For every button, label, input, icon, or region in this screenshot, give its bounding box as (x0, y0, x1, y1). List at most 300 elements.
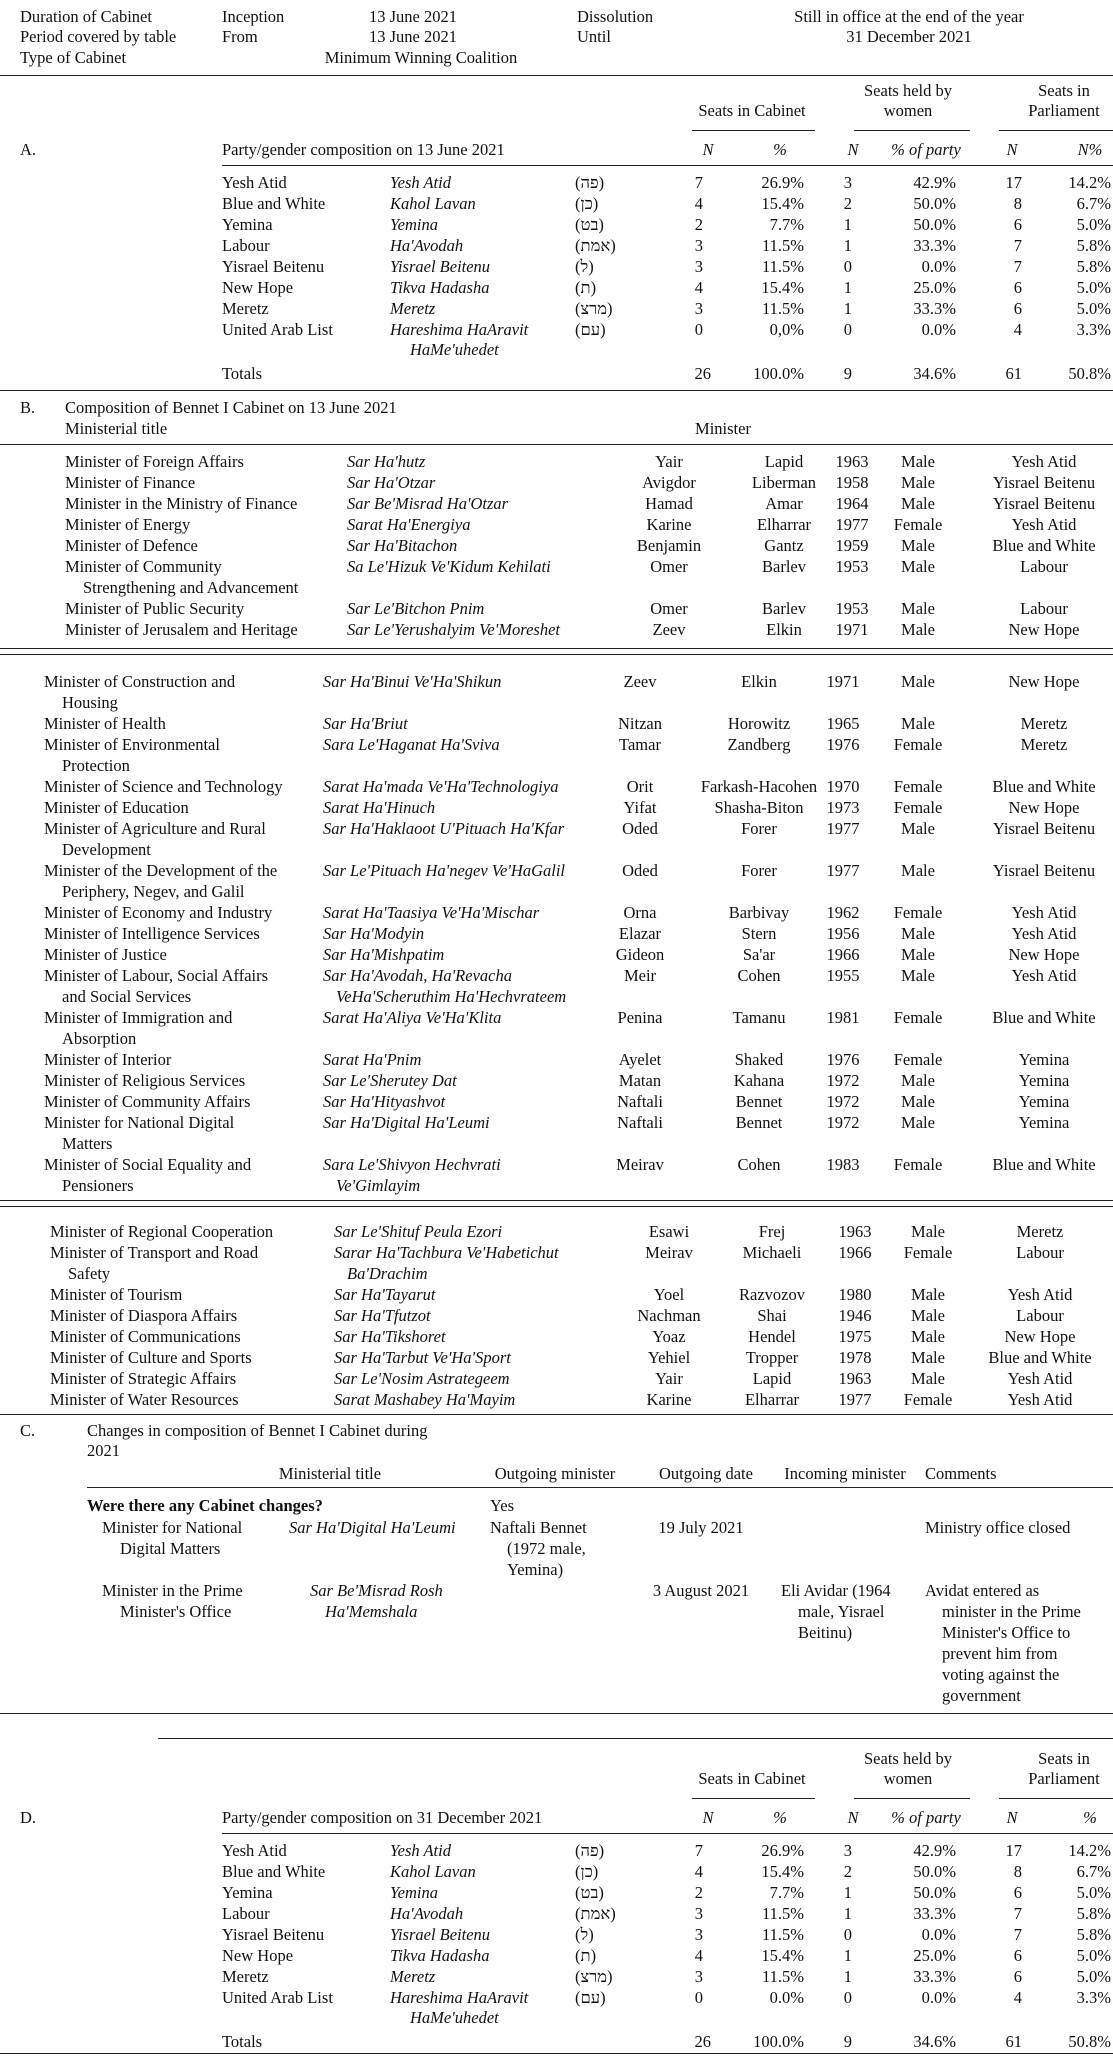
women-pct: 0.0% (921, 257, 956, 276)
minister-gender: Female (903, 1390, 953, 1409)
outgoing-minister: (1972 male, (507, 1539, 586, 1558)
party-name: Yemina (222, 215, 273, 234)
native-title: Sarat Ha'Aliya Ve'Ha'Klita (323, 1008, 502, 1027)
native-title: Sarat Ha'Hinuch (323, 798, 436, 817)
party-name: Yisrael Beitenu (222, 1925, 325, 1944)
minister-first-name: Meirav (616, 1155, 664, 1174)
party-native-name: Yisrael Beitenu (390, 257, 491, 276)
col-outgoing-date: Outgoing date (659, 1464, 753, 1483)
women-seats: 1 (843, 1946, 852, 1965)
minister-last-name: Forer (741, 861, 777, 880)
cabinet-pct: 11.5% (761, 1967, 804, 1986)
section-rule (0, 390, 1113, 391)
ministerial-title: Minister of Tourism (50, 1285, 183, 1304)
minister-gender: Male (901, 672, 935, 691)
change-comment: Ministry office closed (925, 1518, 1071, 1537)
col-pct: % (773, 1808, 787, 1827)
minister-birth-year: 1981 (826, 1008, 860, 1027)
col-n: N (702, 1808, 714, 1827)
minister-first-name: Yair (655, 452, 683, 471)
cabinet-pct: 15.4% (761, 1862, 804, 1881)
section-title: Composition of Bennet I Cabinet on 13 June 2021 (65, 398, 397, 417)
party-name: Yesh Atid (222, 173, 287, 192)
total-cabinet-pct: 100.0% (753, 2032, 804, 2051)
minister-gender: Male (911, 1348, 945, 1367)
minister-birth-year: 1972 (826, 1113, 860, 1132)
minister-first-name: Yoaz (652, 1327, 686, 1346)
cabinet-seats: 4 (694, 1946, 703, 1965)
minister-birth-year: 1971 (835, 620, 869, 639)
cabinet-type: Minimum Winning Coalition (324, 48, 518, 67)
ministerial-title: Minister of Interior (44, 1050, 172, 1069)
parliament-pct: 5.0% (1076, 1883, 1111, 1902)
women-pct: 33.3% (913, 299, 956, 318)
minister-first-name: Oded (622, 861, 658, 880)
native-title: Sar Le'Nosim Astrategeem (334, 1369, 510, 1388)
women-pct: 50.0% (913, 215, 956, 234)
minister-party: New Hope (1004, 1327, 1076, 1346)
ministerial-title: Minister of Strategic Affairs (50, 1369, 237, 1388)
column-group-underline (854, 1798, 970, 1799)
minister-party: Yesh Atid (1007, 1369, 1073, 1388)
minister-last-name: Hendel (748, 1327, 796, 1346)
party-abbreviation: (ת) (575, 1946, 597, 1965)
total-women-seats: 9 (843, 364, 852, 383)
duration-label: Duration of Cabinet (20, 7, 152, 26)
party-name: United Arab List (222, 1988, 333, 2007)
section-title: Party/gender composition on 31 December 2021 (222, 1808, 543, 1827)
native-title: Sar Le'Sherutey Dat (323, 1071, 457, 1090)
period-label: Period covered by table (20, 27, 177, 46)
total-women-pct: 34.6% (913, 364, 956, 383)
women-seats: 3 (843, 173, 852, 192)
native-title: Ve'Gimlayim (336, 1176, 421, 1195)
ministerial-title: Development (62, 840, 151, 859)
minister-party: Labour (1020, 557, 1068, 576)
cabinet-seats: 3 (694, 299, 703, 318)
cabinet-pct: 0.0% (769, 1988, 804, 2007)
col-minister: Minister (695, 419, 751, 438)
native-title: VeHa'Scheruthim Ha'Hechvrateem (336, 987, 567, 1006)
section-rule (0, 444, 1113, 445)
cabinet-pct: 0,0% (769, 320, 804, 339)
parliament-pct: 3.3% (1076, 320, 1111, 339)
minister-party: Labour (1020, 599, 1068, 618)
ministerial-title: Minister of Finance (65, 473, 196, 492)
parliament-pct: 5.0% (1076, 278, 1111, 297)
ministerial-title: Minister for National Digital (44, 1113, 235, 1132)
party-abbreviation: (מרצ) (575, 299, 613, 318)
cabinet-seats: 7 (694, 173, 703, 192)
incoming-minister: Eli Avidar (1964 (781, 1581, 891, 1600)
minister-last-name: Barbivay (728, 903, 790, 922)
minister-first-name: Orna (623, 903, 657, 922)
native-title: Sar Ha'Avodah, Ha'Revacha (323, 966, 512, 985)
cabinet-seats: 0 (694, 320, 703, 339)
minister-party: Yesh Atid (1007, 1390, 1073, 1409)
minister-gender: Male (901, 473, 935, 492)
page-break-rule (0, 654, 1113, 655)
native-title: Sarar Ha'Tachbura Ve'Habetichut (334, 1243, 559, 1262)
minister-gender: Male (901, 599, 935, 618)
ministerial-title: Minister of Labour, Social Affairs (44, 966, 269, 985)
women-seats: 2 (843, 194, 852, 213)
minister-party: Yemina (1018, 1071, 1070, 1090)
minister-gender: Female (893, 1008, 943, 1027)
native-title: Sar Ha'Digital Ha'Leumi (323, 1113, 490, 1132)
native-title: Sar Ha'Tarbut Ve'Ha'Sport (334, 1348, 511, 1367)
minister-party: Labour (1016, 1243, 1064, 1262)
minister-first-name: Yair (655, 1369, 683, 1388)
minister-gender: Female (893, 735, 943, 754)
minister-first-name: Tamar (619, 735, 661, 754)
minister-party: Blue and White (992, 777, 1096, 796)
women-pct: 50.0% (913, 1883, 956, 1902)
minister-party: New Hope (1008, 798, 1080, 817)
native-title: Sar Ha'Haklaoot U'Pituach Ha'Kfar (323, 819, 565, 838)
minister-last-name: Elkin (741, 672, 777, 691)
change-native-title: Ha'Memshala (325, 1602, 418, 1621)
party-native-name: Yemina (390, 1883, 438, 1902)
total-parliament-pct: 50.8% (1068, 2032, 1111, 2051)
col-outgoing-minister: Outgoing minister (494, 1464, 616, 1483)
minister-party: Yemina (1018, 1113, 1070, 1132)
native-title: Sara Le'Haganat Ha'Sviva (323, 735, 500, 754)
minister-birth-year: 1983 (826, 1155, 860, 1174)
change-comment: Avidat entered as (925, 1581, 1040, 1600)
col-ministerial-title: Ministerial title (278, 1464, 382, 1483)
minister-gender: Female (893, 1155, 943, 1174)
minister-last-name: Sa'ar (742, 945, 776, 964)
minister-first-name: Benjamin (636, 536, 702, 555)
ministerial-title: Absorption (62, 1029, 137, 1048)
minister-last-name: Lapid (764, 452, 804, 471)
change-ministerial-title: Minister's Office (120, 1602, 232, 1621)
minister-birth-year: 1959 (835, 536, 869, 555)
minister-gender: Male (901, 557, 935, 576)
parliament-pct: 14.2% (1068, 1841, 1111, 1860)
col-seats-women: Seats held by (864, 81, 952, 100)
total-women-pct: 34.6% (913, 2032, 956, 2051)
party-native-name: Ha'Avodah (390, 1904, 464, 1923)
minister-first-name: Naftali (617, 1113, 663, 1132)
header-rule (0, 75, 1113, 76)
party-name: Meretz (222, 1967, 269, 1986)
minister-party: New Hope (1008, 620, 1080, 639)
minister-birth-year: 1971 (826, 672, 860, 691)
minister-first-name: Zeev (652, 620, 686, 639)
party-abbreviation: (כן) (575, 1862, 599, 1881)
ministerial-title: Minister of Energy (65, 515, 191, 534)
until-value: 31 December 2021 (846, 27, 972, 46)
party-name: Yesh Atid (222, 1841, 287, 1860)
ministerial-title: Matters (62, 1134, 113, 1153)
section-letter: B. (20, 398, 36, 417)
parliament-pct: 5.0% (1076, 1946, 1111, 1965)
bottom-rule (0, 2053, 1113, 2054)
party-native-name: Yesh Atid (390, 1841, 451, 1860)
minister-last-name: Horowitz (727, 714, 791, 733)
minister-last-name: Elharrar (756, 515, 812, 534)
minister-first-name: Avigdor (642, 473, 696, 492)
ministerial-title: Minister of Immigration and (44, 1008, 233, 1027)
party-native-name: Yesh Atid (390, 173, 451, 192)
col-pct: N% (1077, 140, 1103, 159)
outgoing-minister: Yemina) (507, 1560, 564, 1579)
minister-party: Yemina (1018, 1092, 1070, 1111)
minister-birth-year: 1966 (826, 945, 860, 964)
minister-last-name: Tamanu (732, 1008, 786, 1027)
native-title: Sar Ha'Hityashvot (323, 1092, 446, 1111)
minister-last-name: Cohen (737, 966, 781, 985)
ministerial-title: Minister of Construction and (44, 672, 236, 691)
cabinet-seats: 4 (694, 194, 703, 213)
column-group-underline (692, 130, 815, 131)
minister-last-name: Shaked (734, 1050, 784, 1069)
parliament-pct: 5.8% (1076, 236, 1111, 255)
minister-gender: Male (911, 1369, 945, 1388)
ministerial-title: Minister of Community Affairs (44, 1092, 251, 1111)
women-seats: 1 (843, 1967, 852, 1986)
minister-birth-year: 1977 (835, 515, 869, 534)
cabinet-seats: 3 (694, 257, 703, 276)
column-group-underline (854, 130, 970, 131)
minister-party: Labour (1016, 1306, 1064, 1325)
ministerial-title: Minister of Religious Services (44, 1071, 246, 1090)
women-seats: 1 (843, 215, 852, 234)
parliament-seats: 6 (1013, 1967, 1022, 1986)
ministerial-title: Minister of Social Equality and (44, 1155, 252, 1174)
women-pct: 42.9% (913, 173, 956, 192)
inception-date: 13 June 2021 (369, 7, 457, 26)
cabinet-pct: 26.9% (761, 1841, 804, 1860)
ministerial-title: Minister of Communications (50, 1327, 241, 1346)
minister-birth-year: 1978 (838, 1348, 872, 1367)
party-name: New Hope (222, 1946, 294, 1965)
minister-gender: Female (893, 515, 943, 534)
change-ministerial-title: Digital Matters (120, 1539, 221, 1558)
outgoing-date: 3 August 2021 (652, 1581, 750, 1600)
ministerial-title: Minister of Education (44, 798, 189, 817)
total-parliament-pct: 50.8% (1068, 364, 1111, 383)
women-seats: 1 (843, 278, 852, 297)
minister-birth-year: 1958 (835, 473, 869, 492)
parliament-seats: 7 (1013, 1925, 1022, 1944)
cabinet-pct: 11.5% (761, 257, 804, 276)
total-cabinet-seats: 26 (694, 2032, 711, 2051)
cabinet-seats: 2 (694, 215, 703, 234)
minister-first-name: Zeev (623, 672, 657, 691)
minister-birth-year: 1956 (826, 924, 860, 943)
section-rule (0, 1414, 1113, 1415)
ministerial-title: Minister of Jerusalem and Heritage (65, 620, 298, 639)
minister-birth-year: 1963 (835, 452, 869, 471)
minister-first-name: Naftali (617, 1092, 663, 1111)
native-title: Sarat Ha'Taasiya Ve'Ha'Mischar (323, 903, 540, 922)
women-pct: 50.0% (913, 1862, 956, 1881)
minister-last-name: Forer (741, 819, 777, 838)
page-break-rule (0, 1200, 1113, 1201)
minister-party: Meretz (1020, 735, 1068, 754)
minister-birth-year: 1963 (838, 1222, 872, 1241)
minister-first-name: Penina (617, 1008, 663, 1027)
minister-last-name: Michaeli (742, 1243, 802, 1262)
minister-first-name: Nachman (637, 1306, 701, 1325)
minister-last-name: Amar (765, 494, 803, 513)
minister-party: Yesh Atid (1011, 966, 1077, 985)
col-seats-women: Seats held by (864, 1749, 952, 1768)
native-title: Sar Ha'Otzar (347, 473, 436, 492)
minister-birth-year: 1965 (826, 714, 860, 733)
minister-gender: Male (901, 924, 935, 943)
women-pct: 33.3% (913, 236, 956, 255)
section-rule (222, 1833, 1113, 1834)
change-comment: prevent him from (942, 1644, 1058, 1663)
party-name: Blue and White (222, 1862, 326, 1881)
col-seats-parliament: Seats in (1038, 1749, 1090, 1768)
minister-first-name: Oded (622, 819, 658, 838)
minister-party: New Hope (1008, 945, 1080, 964)
minister-last-name: Barlev (762, 599, 806, 618)
minister-party: Yesh Atid (1011, 903, 1077, 922)
minister-party: Yesh Atid (1007, 1285, 1073, 1304)
from-date: 13 June 2021 (369, 27, 457, 46)
cabinet-pct: 11.5% (761, 299, 804, 318)
minister-first-name: Nitzan (618, 714, 662, 733)
party-abbreviation: (פה) (575, 1841, 605, 1860)
section-letter: A. (20, 140, 37, 159)
ministerial-title: Minister of Defence (65, 536, 198, 555)
women-seats: 0 (843, 1925, 852, 1944)
party-native-name: HaMe'uhedet (410, 2008, 499, 2027)
minister-birth-year: 1966 (838, 1243, 872, 1262)
party-native-name: Kahol Lavan (390, 194, 476, 213)
ministerial-title: and Social Services (62, 987, 192, 1006)
cabinet-pct: 15.4% (761, 278, 804, 297)
parliament-seats: 4 (1013, 1988, 1022, 2007)
ministerial-title: Minister of Transport and Road (50, 1243, 259, 1262)
minister-first-name: Elazar (618, 924, 662, 943)
ministerial-title: Housing (62, 693, 118, 712)
minister-gender: Male (901, 966, 935, 985)
minister-last-name: Razvozov (739, 1285, 805, 1304)
col-pct: % (773, 140, 787, 159)
col-seats-parliament: Seats in (1038, 81, 1090, 100)
party-abbreviation: (עם) (575, 320, 606, 339)
party-name: Yisrael Beitenu (222, 257, 325, 276)
party-native-name: Yemina (390, 215, 438, 234)
changes-answer: Yes (490, 1496, 515, 1515)
ministerial-title: Minister of Regional Cooperation (50, 1222, 274, 1241)
minister-gender: Male (911, 1327, 945, 1346)
minister-first-name: Yehiel (647, 1348, 691, 1367)
minister-first-name: Esawi (648, 1222, 690, 1241)
cabinet-pct: 11.5% (761, 1925, 804, 1944)
women-pct: 0.0% (921, 1988, 956, 2007)
minister-last-name: Elkin (766, 620, 802, 639)
party-abbreviation: (ל) (575, 1925, 594, 1944)
ministerial-title: Minister of the Development of the (44, 861, 278, 880)
cabinet-pct: 15.4% (761, 194, 804, 213)
party-native-name: Meretz (390, 1967, 436, 1986)
minister-gender: Male (901, 620, 935, 639)
parliament-pct: 6.7% (1076, 194, 1111, 213)
native-title: Sar Ha'hutz (347, 452, 426, 471)
parliament-pct: 5.0% (1076, 1967, 1111, 1986)
minister-birth-year: 1955 (826, 966, 860, 985)
col-seats-women: women (883, 101, 933, 120)
change-comment: minister in the Prime (942, 1602, 1081, 1621)
minister-birth-year: 1980 (838, 1285, 872, 1304)
party-name: Yemina (222, 1883, 273, 1902)
native-title: Sa Le'Hizuk Ve'Kidum Kehilati (347, 557, 551, 576)
minister-last-name: Stern (741, 924, 777, 943)
party-abbreviation: (פה) (575, 173, 605, 192)
col-seats-parliament: Parliament (1028, 1769, 1100, 1788)
minister-party: Meretz (1020, 714, 1068, 733)
native-title: Ba'Drachim (347, 1264, 428, 1283)
parliament-pct: 3.3% (1076, 1988, 1111, 2007)
party-abbreviation: (אמת) (575, 236, 616, 255)
col-seats-women: women (883, 1769, 933, 1788)
minister-first-name: Karine (646, 1390, 692, 1409)
parliament-seats: 17 (1005, 1841, 1022, 1860)
party-abbreviation: (בט) (575, 1883, 604, 1902)
cabinet-pct: 11.5% (761, 1904, 804, 1923)
minister-birth-year: 1976 (826, 735, 860, 754)
section-rule (158, 1738, 1113, 1739)
minister-party: Yesh Atid (1011, 515, 1077, 534)
col-ministerial-title: Ministerial title (65, 419, 168, 438)
col-n: N (847, 1808, 859, 1827)
native-title: Sar Ha'Modyin (323, 924, 425, 943)
totals-label: Totals (222, 364, 263, 383)
col-n: N (702, 140, 714, 159)
minister-gender: Male (911, 1222, 945, 1241)
minister-gender: Male (901, 819, 935, 838)
minister-party: Yesh Atid (1011, 452, 1077, 471)
party-abbreviation: (עם) (575, 1988, 606, 2007)
total-women-seats: 9 (843, 2032, 852, 2051)
minister-first-name: Meirav (645, 1243, 693, 1262)
party-native-name: Tikva Hadasha (390, 278, 490, 297)
minister-party: Yesh Atid (1011, 924, 1077, 943)
minister-gender: Male (901, 1113, 935, 1132)
minister-party: Yisrael Beitenu (992, 861, 1096, 880)
col-pct-party: % of party (891, 140, 961, 159)
parliament-seats: 6 (1013, 1946, 1022, 1965)
minister-birth-year: 1953 (835, 599, 869, 618)
women-seats: 0 (843, 257, 852, 276)
minister-gender: Male (901, 714, 935, 733)
minister-last-name: Elharrar (744, 1390, 800, 1409)
women-pct: 0.0% (921, 320, 956, 339)
ministerial-title: Minister of Health (44, 714, 166, 733)
minister-first-name: Meir (623, 966, 657, 985)
change-ministerial-title: Minister for National (102, 1518, 243, 1537)
party-native-name: Meretz (390, 299, 436, 318)
total-cabinet-seats: 26 (694, 364, 711, 383)
cabinet-pct: 7.7% (769, 215, 804, 234)
native-title: Sar Le'Shituf Peula Ezori (334, 1222, 503, 1241)
col-n: N (1006, 1808, 1018, 1827)
total-parliament-seats: 61 (1005, 2032, 1022, 2051)
party-name: Labour (222, 236, 270, 255)
ministerial-title: Strengthening and Advancement (83, 578, 299, 597)
parliament-pct: 6.7% (1076, 1862, 1111, 1881)
change-native-title: Sar Be'Misrad Rosh (310, 1581, 443, 1600)
total-cabinet-pct: 100.0% (753, 364, 804, 383)
